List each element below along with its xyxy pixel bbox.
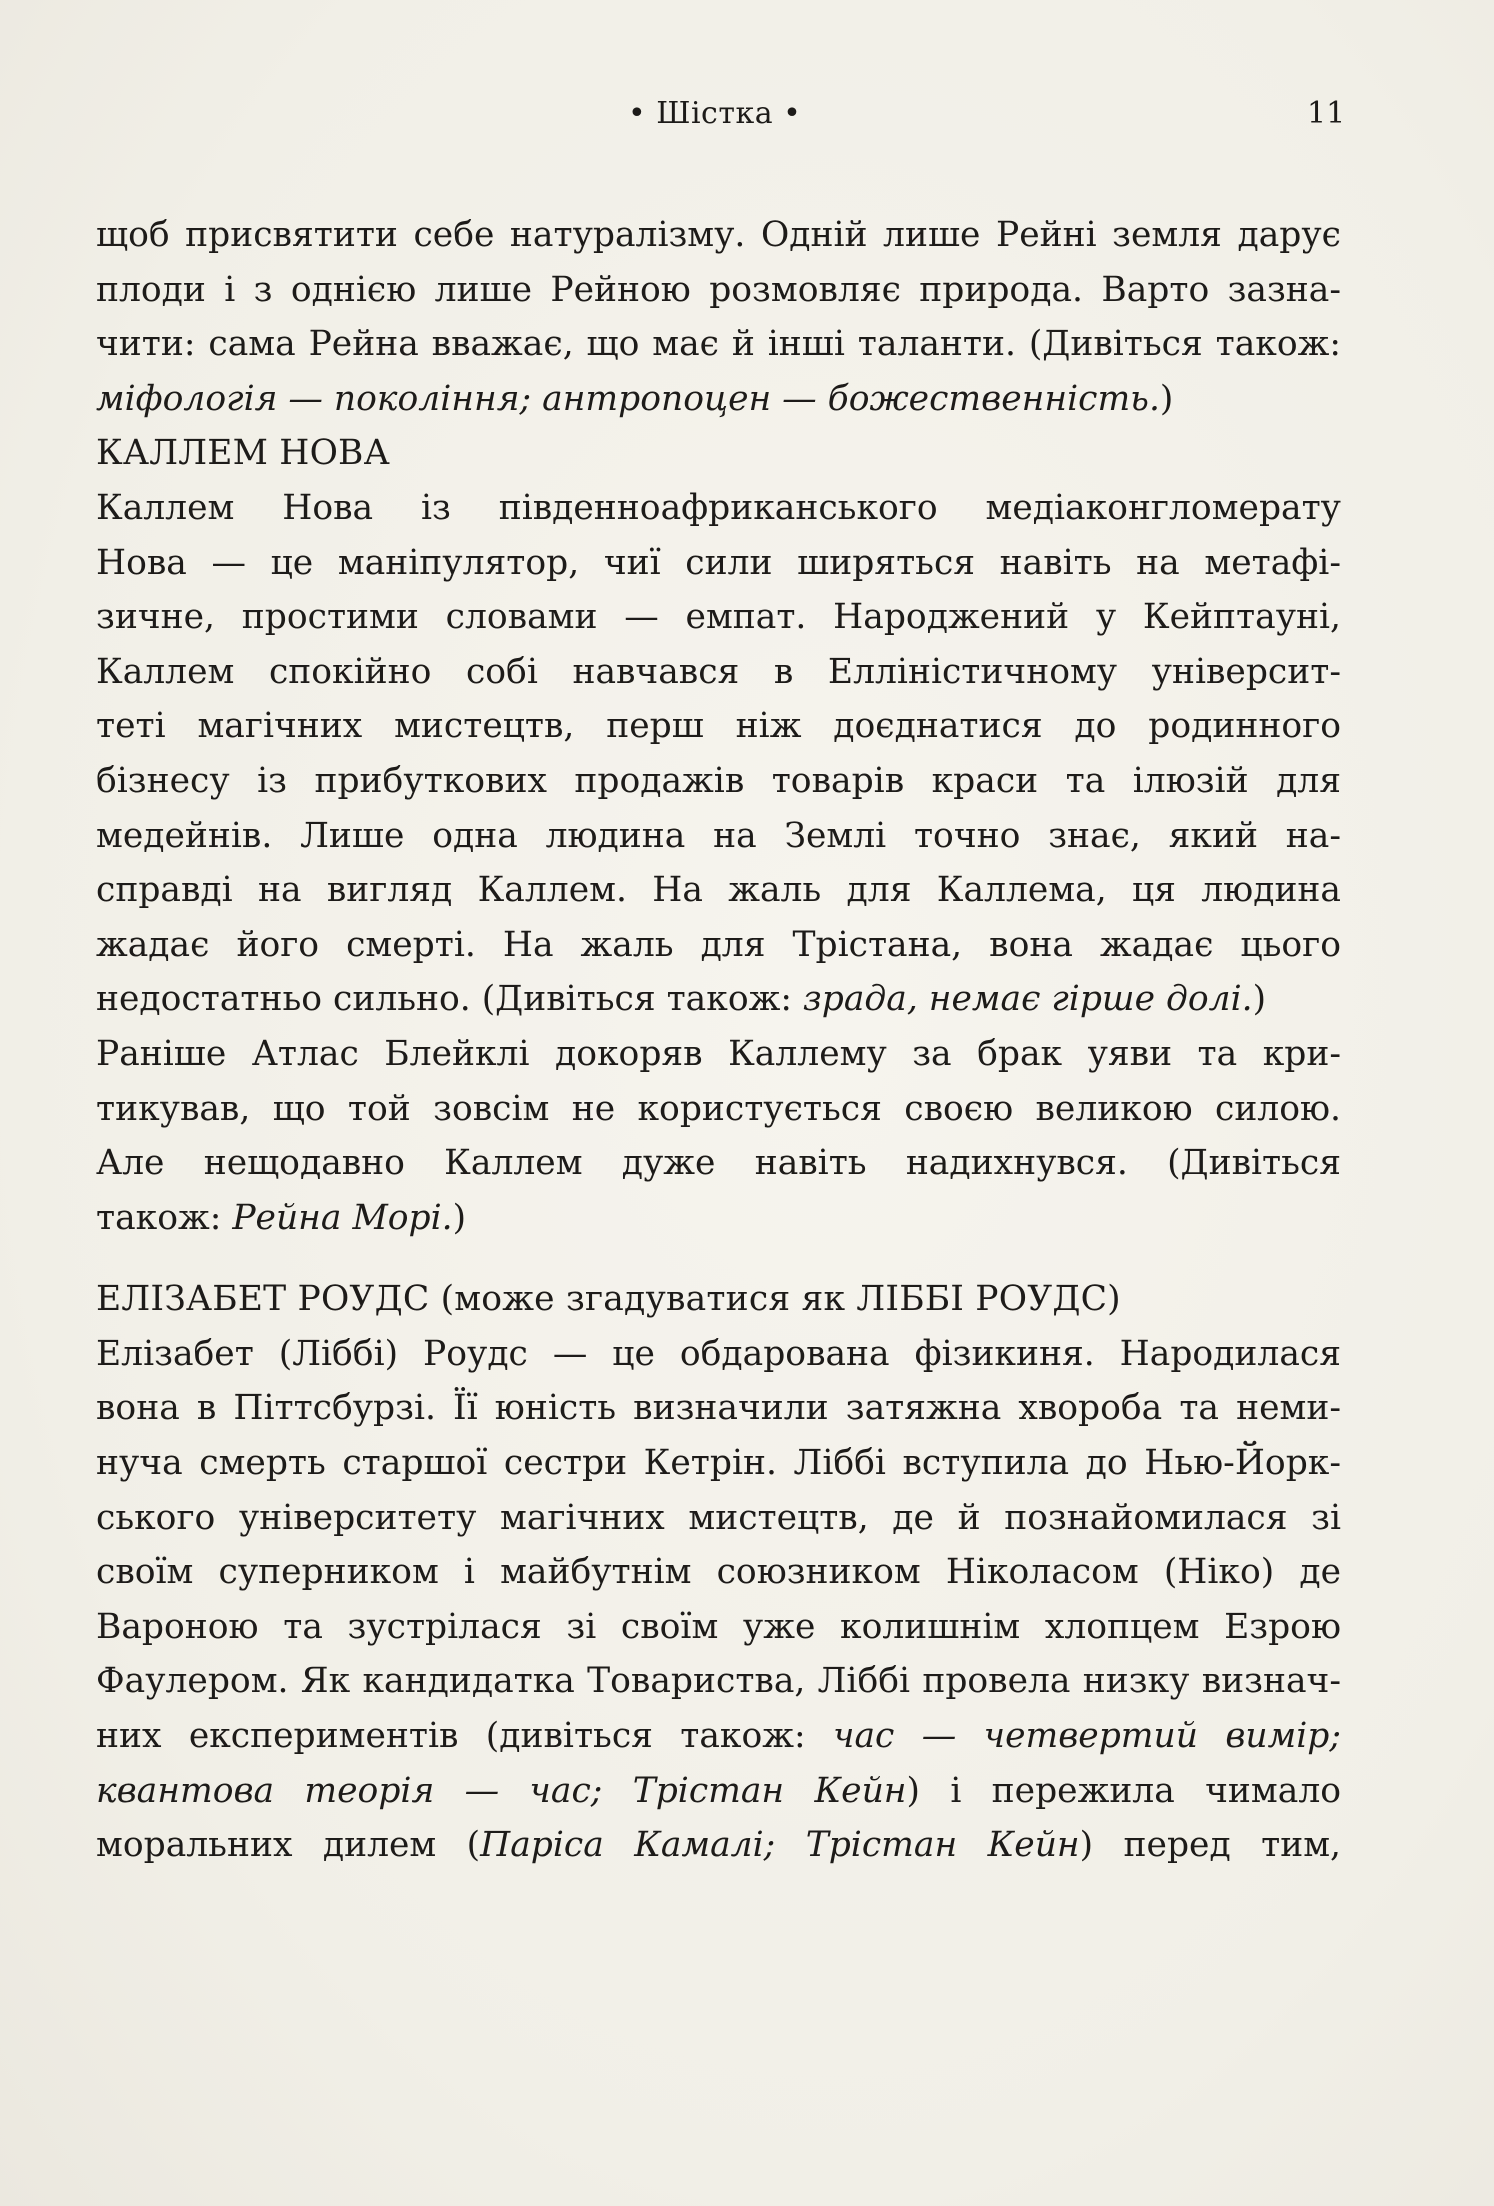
text-segment: Вароною та зустрілася зі своїм уже колишнім хлопцем Езрою — [96, 1606, 1341, 1647]
text-segment: бізнесу із прибуткових продажів товарів краси та ілюзій для — [96, 760, 1341, 801]
text-segment: нуча смерть старшої сестри Кетрін. Ліббі вступила до Нью-Йорк- — [96, 1443, 1341, 1484]
text-line — [96, 863, 1341, 918]
text-segment: ) — [1159, 378, 1174, 419]
text-line — [96, 809, 1341, 864]
text-segment: Але нещодавно Каллем дуже навіть надихнувся. (Дивіться — [96, 1143, 1341, 1184]
text-segment: справді на вигляд Каллем. На жаль для Каллема, ця людина — [96, 870, 1341, 911]
text-segment: Елізабет (Ліббі) Роудс — це обдарована фізикиня. Народилася — [96, 1333, 1341, 1374]
text-line — [96, 1818, 1341, 1873]
body-text — [96, 208, 1341, 1873]
italic-reference: зрада, немає гірше долі. — [802, 979, 1253, 1020]
text-segment: жадає його смерті. На жаль для Трістана, вона жадає цього — [96, 924, 1341, 965]
entry-heading: ЕЛІЗАБЕТ РОУДС (може згадуватися як ЛІББІ РОУДС) — [96, 1279, 1121, 1320]
entry-heading: КАЛЛЕМ НОВА — [96, 433, 390, 474]
text-line — [96, 317, 1341, 372]
text-segment: Нова — це маніпулятор, чиї сили ширяться навіть на метафі- — [96, 542, 1341, 583]
italic-reference: квантова теорія — час; Трістан Кейн — [96, 1770, 907, 1811]
text-line — [96, 481, 1341, 536]
text-line — [96, 1654, 1341, 1709]
text-line — [96, 1327, 1341, 1382]
text-segment: своїм суперником і майбутнім союзником Ніколасом (Ніко) де — [96, 1552, 1341, 1593]
text-line — [96, 1491, 1341, 1546]
text-segment: плоди і з однією лише Рейною розмовляє природа. Варто зазна- — [96, 269, 1341, 310]
page-number: 11 — [1307, 96, 1346, 131]
italic-reference: міфологія — покоління; антропоцен — божественність. — [96, 378, 1160, 419]
text-line — [96, 263, 1341, 318]
text-segment: ) перед тим, — [1079, 1825, 1342, 1866]
text-segment: моральних дилем ( — [96, 1825, 481, 1866]
text-line — [96, 1082, 1341, 1137]
text-line — [96, 1136, 1341, 1191]
text-segment: ) — [1252, 979, 1267, 1020]
text-line — [96, 754, 1341, 809]
running-title: • Шістка • — [628, 96, 802, 131]
text-line — [96, 1436, 1341, 1491]
italic-reference: час — четвертий вимір; — [833, 1716, 1341, 1757]
text-line — [96, 1191, 1341, 1246]
text-segment: Каллем Нова із південноафриканського медіаконгломерату — [96, 487, 1341, 528]
text-line — [96, 699, 1341, 754]
text-segment: тикував, що той зовсім не користується своєю великою силою. — [96, 1088, 1341, 1129]
text-line — [96, 1600, 1341, 1655]
text-segment: також: — [96, 1197, 233, 1238]
text-segment: ) і пережила чимало — [906, 1770, 1342, 1811]
text-segment: чити: сама Рейна вважає, що має й інші таланти. (Дивіться також: — [96, 324, 1341, 365]
text-segment: Раніше Атлас Блейклі докоряв Каллему за брак уяви та кри- — [96, 1033, 1341, 1074]
text-segment: зичне, простими словами — емпат. Народжений у Кейптауні, — [96, 597, 1341, 638]
text-line — [96, 1764, 1341, 1819]
text-segment: ) — [452, 1197, 467, 1238]
page-header — [0, 96, 1494, 146]
text-line — [96, 645, 1341, 700]
text-segment: Фаулером. Як кандидатка Товариства, Ліббі провела низку визнач- — [96, 1661, 1341, 1702]
text-segment: них експериментів (дивіться також: — [96, 1716, 834, 1757]
text-segment: щоб присвятити себе натуралізму. Одній лише Рейні земля дарує — [96, 215, 1341, 255]
section-gap — [96, 1245, 1341, 1272]
text-segment: медейнів. Лише одна людина на Землі точно знає, який на- — [96, 815, 1341, 856]
text-segment: Каллем спокійно собі навчався в Еллiністичному університ- — [96, 651, 1341, 692]
text-line — [96, 208, 1341, 263]
text-line — [96, 972, 1341, 1027]
text-line — [96, 1545, 1341, 1600]
text-segment: теті магічних мистецтв, перш ніж доєднатися до родинного — [96, 706, 1341, 747]
text-segment: ського університету магічних мистецтв, де й познайомилася зі — [96, 1497, 1341, 1538]
text-line — [96, 536, 1341, 591]
text-line — [96, 1381, 1341, 1436]
text-line — [96, 1709, 1341, 1764]
text-segment: вона в Піттсбурзі. Її юність визначили затяжна хвороба та неми- — [96, 1388, 1341, 1429]
text-line — [96, 1027, 1341, 1082]
text-line — [96, 590, 1341, 645]
text-line — [96, 918, 1341, 973]
italic-reference: Рейна Морі. — [232, 1197, 453, 1238]
text-line — [96, 372, 1341, 427]
text-segment: недостатньо сильно. (Дивіться також: — [96, 979, 803, 1020]
italic-reference: Паріса Камалі; Трістан Кейн — [480, 1825, 1080, 1866]
